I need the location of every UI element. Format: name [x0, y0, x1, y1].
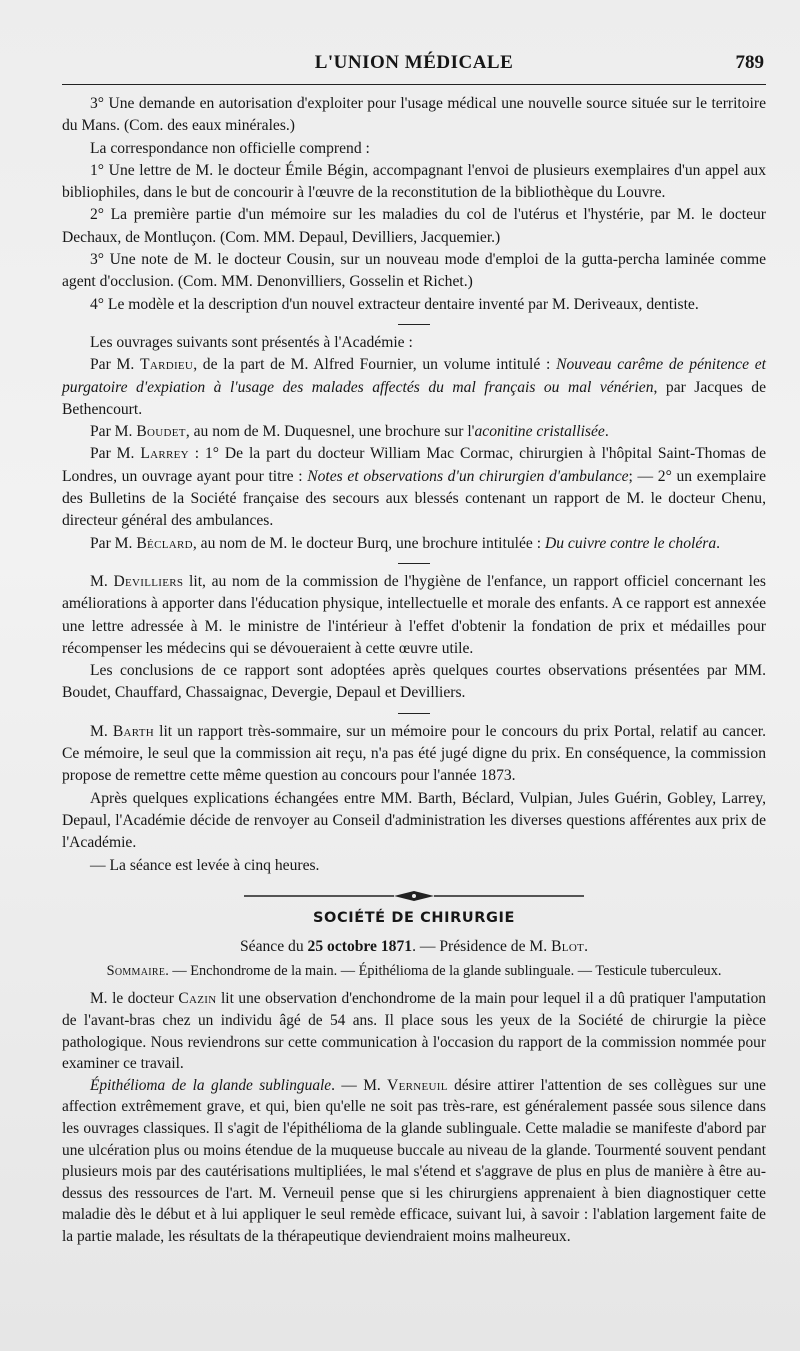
session-summary: Sommaire. — Enchondrome de la main. — Épithélioma de la glande sublinguale. — Testicule tuberculeux.: [106, 963, 722, 980]
unofficial-correspondence-intro: La correspondance non officielle comprend :: [90, 139, 370, 157]
article-body: [62, 93, 766, 1248]
session-closing: — La séance est levée à cinq heures.: [90, 856, 320, 874]
presentation-tardieu: Par M. Tardieu, de la part de M. Alfred Fournier, un volume intitulé : Nouveau carême de pénitence et purgatoire d'expiation à l'usage des malades affectés du mal français ou mal vénérien, par Jacques de Bethencourt.: [62, 356, 767, 418]
presentation-boudet: Par M. Boudet, au nom de M. Duquesnel, une brochure sur l'aconitine cristallisée.: [90, 423, 609, 441]
topic-title: Épithélioma de la glande sublinguale: [90, 1076, 332, 1094]
correspondence-item-4: 4° Le modèle et la description d'un nouvel extracteur dentaire inventé par M. Deriveaux, dentiste.: [90, 295, 699, 313]
running-header: [62, 44, 766, 85]
section-divider: [398, 324, 430, 325]
president-name: Blot: [551, 938, 585, 956]
author-name: Cazin: [178, 990, 217, 1008]
author-name: Béclard: [136, 534, 193, 552]
summary-label: Sommaire: [106, 963, 166, 980]
devilliers-conclusion: Les conclusions de ce rapport sont adoptées après quelques courtes observations présentées par MM. Boudet, Chauffard, Chassaignac, Devergie, Depaul et Devilliers.: [62, 662, 766, 702]
barth-report: M. Barth lit un rapport très-sommaire, sur un mémoire pour le concours du prix Portal, relatif au cancer. Ce mémoire, le seul que la commission ait reçu, n'a pas été jugé digne du prix. En conséquence, la commission propose de remettre cette même question au concours pour l'année 1873.: [62, 722, 766, 785]
cazin-communication: M. le docteur Cazin lit une observation d'enchondrome de la main pour lequel il a dû pratiquer l'amputation de l'avant-bras chez un individu âgé de 54 ans. Il place sous les yeux de la Société de chirurgie la pièce pathologique. Nous reviendrons sur cette communication à l'occasion du rapport de la commission nommée pour examiner ce travail.: [62, 990, 766, 1073]
correspondence-item-official-3: 3° Une demande en autorisation d'exploiter pour l'usage médical une nouvelle source située sur le territoire du Mans. (Com. des eaux minérales.): [62, 95, 766, 135]
book-title: Notes et observations d'un chirurgien d'ambulance: [307, 467, 629, 485]
verneuil-communication: Épithélioma de la glande sublinguale. — M. Verneuil désire attirer l'attention de ses collègues sur une affection extrêmement grave, et qui, bien qu'elle ne soit pas très-rare, est généralement passée sous silence dans les ouvrages classiques. Il s'agit de l'épithélioma de la glande sublinguale. Cette maladie se manifeste d'abord par une ulcération plus ou moins étendue de la muqueuse buccale au niveau de la glande. Tourmenté souvent pendant plusieurs mois par des cautérisations multipliées, le mal s'étend et s'aggrave de plus en plus de manière à être au-dessus des ressources de l'art. M. Verneuil pense que si les chirurgiens apprenaient à bien diagnostiquer cette maladie dès le début et à lui appliquer le seul remède efficace, suivant lui, à savoir : l'ablation largement faite de la partie malade, les résultats de la thérapeutique deviendraient moins malheureux.: [62, 1076, 766, 1245]
section-divider: [398, 563, 430, 564]
seance-line: Séance du 25 octobre 1871. — Présidence de M. Blot.: [240, 938, 588, 956]
author-name: Barth: [112, 722, 155, 740]
book-title: Du cuivre contre le choléra: [544, 534, 717, 552]
book-title: Nouveau carême de pénitence et purgatoire d'expiation à l'usage des malades affectés du mal français ou mal vénérien: [62, 356, 766, 396]
correspondence-item-3: 3° Une note de M. le docteur Cousin, sur un nouveau mode d'emploi de la gutta-percha laminée comme agent d'occlusion. (Com. MM. Denonvilliers, Gosselin et Richet.): [62, 251, 766, 291]
book-title: aconitine cristallisée: [474, 423, 605, 441]
author-name: Verneuil: [387, 1076, 448, 1094]
society-heading: SOCIÉTÉ DE CHIRURGIE: [312, 909, 516, 926]
ornamental-rule: [244, 889, 584, 903]
journal-title: L'UNION MÉDICALE: [314, 52, 514, 73]
presentation-beclard: Par M. Béclard, au nom de M. le docteur Burq, une brochure intitulée : Du cuivre contre le choléra.: [90, 534, 721, 552]
presented-works-intro: Les ouvrages suivants sont présentés à l'Académie :: [90, 333, 413, 351]
author-name: Boudet: [136, 423, 186, 441]
presentation-larrey: Par M. Larrey : 1° De la part du docteur William Mac Cormac, chirurgien à l'hôpital Saint-Thomas de Londres, un ouvrage ayant pour titre : Notes et observations d'un chirurgien d'ambulance; — 2° un exemplaire des Bulletins de la Société française des secours aux blessés contenant un rapport de M. le docteur Chenu, directeur général des ambulances.: [62, 445, 767, 530]
author-name: Tardieu: [140, 356, 194, 374]
society-proceedings: [62, 988, 766, 1247]
section-divider: [398, 713, 430, 714]
devilliers-report: M. Devilliers lit, au nom de la commission de l'hygiène de l'enfance, un rapport officiel concernant les améliorations à apporter dans l'éducation physique, intellectuelle et morale des enfants. A ce rapport est annexée une lettre adressée à M. le ministre de l'intérieur à l'effet d'obtenir la fondation de prix et médailles pour récompenser les médecins qui se dévoueraient à cette œuvre utile.: [62, 572, 766, 657]
author-name: Devilliers: [113, 572, 184, 590]
correspondence-item-2: 2° La première partie d'un mémoire sur les maladies du col de l'utérus et l'hystérie, par M. le docteur Dechaux, de Montluçon. (Com. MM. Depaul, Devilliers, Jacquemier.): [62, 206, 766, 246]
barth-followup: Après quelques explications échangées entre MM. Barth, Béclard, Vulpian, Jules Guérin, Gobley, Larrey, Depaul, l'Académie décide de renvoyer au Conseil d'administration les diverses questions afférentes aux prix de l'Académie.: [62, 789, 766, 852]
correspondence-item-1: 1° Une lettre de M. le docteur Émile Bégin, accompagnant l'envoi de plusieurs exemplaires d'un appel aux bibliophiles, dans le but de concourir à l'œuvre de la reconstitution de la bibliothèque du Louvre.: [62, 161, 766, 202]
author-name: Larrey: [140, 445, 189, 463]
page-number: 789: [735, 52, 764, 73]
